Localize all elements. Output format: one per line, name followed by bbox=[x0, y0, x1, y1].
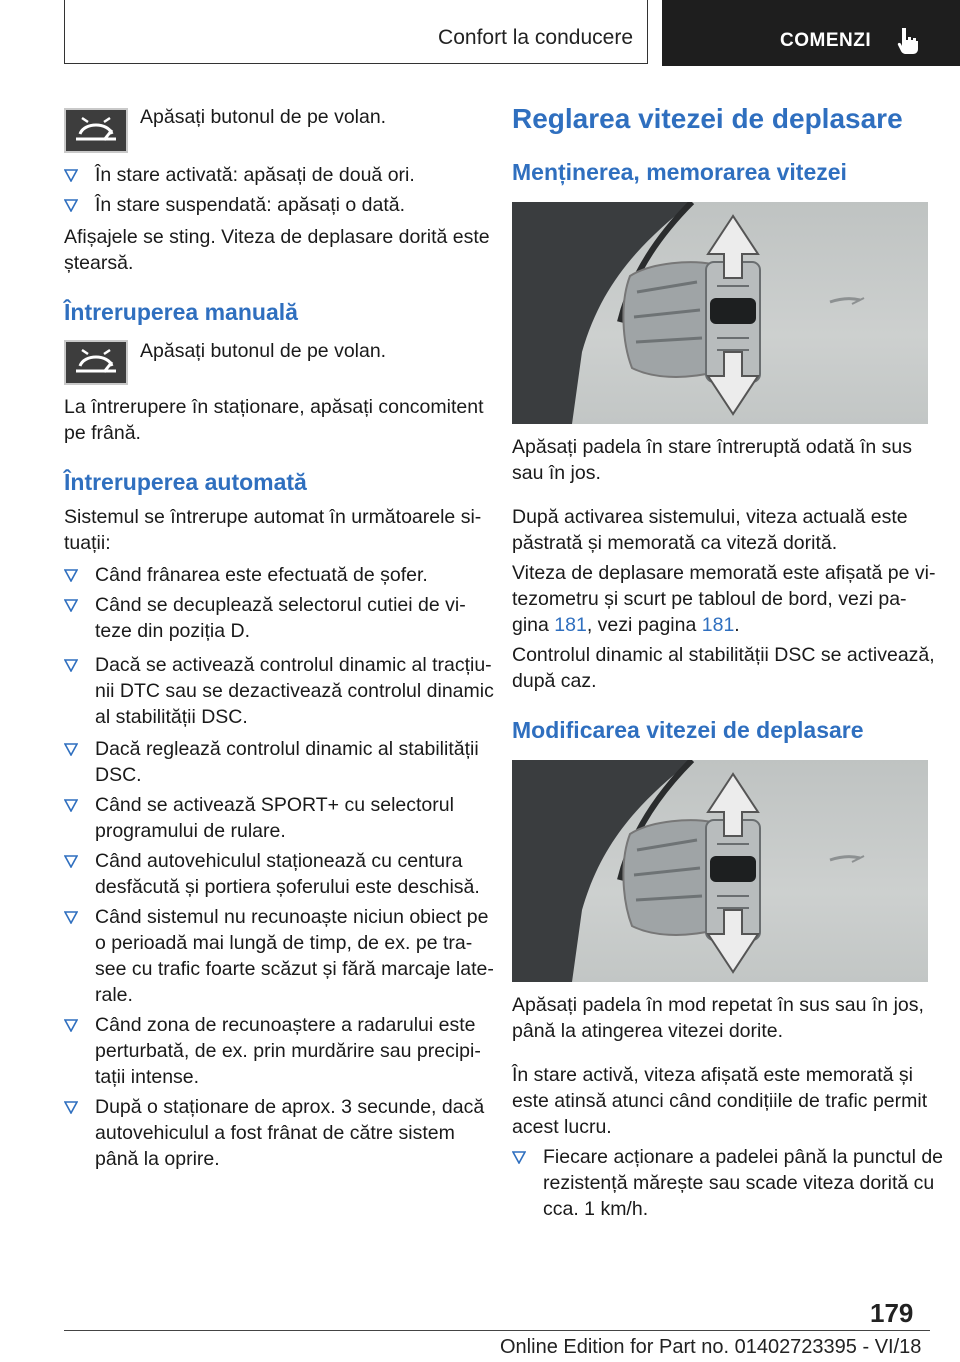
header-chapter-tab bbox=[662, 0, 960, 66]
steering-wheel-illustration bbox=[512, 760, 928, 982]
header-section-box bbox=[64, 0, 648, 64]
paragraph-line: până la atingerea vitezei dorite. bbox=[512, 1020, 784, 1042]
list-item-text: teze din poziția D. bbox=[95, 620, 251, 642]
list-item-text: al stabilității DSC. bbox=[95, 706, 248, 728]
paragraph-line: după caz. bbox=[512, 670, 597, 692]
list-item-text: o perioadă mai lungă de timp, de ex. pe tra- bbox=[95, 932, 473, 954]
list-item-text: tații intense. bbox=[95, 1066, 200, 1088]
paragraph-line: păstrată și memorată ca viteză dorită. bbox=[512, 532, 838, 554]
triangle-bullet-icon bbox=[64, 1019, 78, 1032]
section-heading-auto: Întreruperea automată bbox=[64, 469, 307, 495]
paragraph-line: acest lucru. bbox=[512, 1116, 612, 1138]
footer-divider bbox=[64, 1330, 930, 1331]
list-item-text: perturbată, de ex. prin murdărire sau precipi- bbox=[95, 1040, 481, 1062]
hand-pointer-icon bbox=[896, 26, 922, 54]
paragraph bbox=[512, 434, 930, 486]
paragraph bbox=[64, 224, 490, 276]
triangle-bullet-icon bbox=[64, 169, 78, 182]
triangle-bullet-icon bbox=[64, 1101, 78, 1114]
steering-wheel-rocker-figure bbox=[512, 202, 928, 424]
paragraph bbox=[64, 504, 482, 556]
list-item-text: autovehiculul a fost frânat de către sistem bbox=[95, 1122, 455, 1144]
list-item-text: cca. 1 km/h. bbox=[543, 1198, 649, 1220]
triangle-bullet-icon bbox=[64, 569, 78, 582]
text-run: gina bbox=[512, 614, 555, 636]
text-run: , vezi pagina bbox=[586, 614, 702, 636]
paragraph-line bbox=[512, 612, 930, 638]
triangle-bullet-icon bbox=[64, 199, 78, 212]
list-item-text: Când frânarea este efectuată de șofer. bbox=[95, 564, 428, 586]
triangle-bullet-icon bbox=[64, 599, 78, 612]
section-heading-keep-speed: Menținerea, memorarea vitezei bbox=[512, 159, 847, 185]
paragraph-line: sau în jos. bbox=[512, 462, 601, 484]
triangle-bullet-icon bbox=[64, 659, 78, 672]
triangle-bullet-icon bbox=[64, 799, 78, 812]
list-item-text: După o staționare de aprox. 3 secunde, dacă bbox=[95, 1096, 485, 1118]
list-item-text: Când autovehiculul staționează cu centura bbox=[95, 850, 463, 872]
paragraph bbox=[64, 394, 482, 446]
triangle-bullet-icon bbox=[64, 743, 78, 756]
paragraph-line: În stare activă, viteza afișată este memorată și bbox=[512, 1064, 914, 1086]
list-item-text: see cu trafic foarte scăzut și fără marcaje late- bbox=[95, 958, 494, 980]
steering-control-button-icon bbox=[64, 340, 128, 385]
section-heading-manual: Întreruperea manuală bbox=[64, 299, 298, 325]
paragraph bbox=[512, 560, 936, 638]
list-item-text: Când sistemul nu recunoaște niciun obiect pe bbox=[95, 906, 489, 928]
list-item-text: În stare activată: apăsați de două ori. bbox=[95, 164, 415, 186]
page-header bbox=[0, 0, 960, 68]
chapter-tab-label: COMENZI bbox=[780, 30, 872, 51]
triangle-bullet-icon bbox=[64, 911, 78, 924]
list-item-text: nii DTC sau se dezactivează controlul dinamic bbox=[95, 680, 494, 702]
page-heading: Reglarea vitezei de deplasare bbox=[512, 103, 903, 134]
paragraph-line: este atinsă atunci când condițiile de trafic permit bbox=[512, 1090, 928, 1112]
paragraph bbox=[512, 1062, 930, 1140]
paragraph-line: tezometru și scurt pe tabloul de bord, vezi pa- bbox=[512, 588, 907, 610]
list-item-text: rale. bbox=[95, 984, 133, 1006]
list-item-text: până la oprire. bbox=[95, 1148, 220, 1170]
list-item-text: Dacă se activează controlul dinamic al tracțiu- bbox=[95, 654, 492, 676]
list-item-text: Când se activează SPORT+ cu selectorul bbox=[95, 794, 454, 816]
steering-wheel-rocker-figure bbox=[512, 760, 928, 982]
page-number: 179 bbox=[870, 1298, 914, 1328]
press-button-instruction: Apăsați butonul de pe volan. bbox=[140, 106, 387, 128]
header-section-title: Confort la conducere bbox=[438, 26, 633, 49]
list-item-text: programului de rulare. bbox=[95, 820, 286, 842]
paragraph-line: Afișajele se sting. Viteza de deplasare dorită este bbox=[64, 226, 490, 248]
steering-wheel-illustration bbox=[512, 202, 928, 424]
triangle-bullet-icon bbox=[64, 855, 78, 868]
paragraph-line: Viteza de deplasare memorată este afișată pe vi- bbox=[512, 562, 936, 584]
triangle-bullet-icon bbox=[512, 1151, 526, 1164]
list-item-text: desfăcută și portiera șoferului este deschisă. bbox=[95, 876, 480, 898]
paragraph-line: Sistemul se întrerupe automat în următoarele si- bbox=[64, 506, 482, 528]
footer-edition-text: Online Edition for Part no. 01402723395 - VI/18 bbox=[500, 1336, 922, 1358]
paragraph-line: După activarea sistemului, viteza actuală este bbox=[512, 506, 908, 528]
steering-control-button-icon bbox=[64, 108, 128, 153]
list-item-text: Dacă reglează controlul dinamic al stabilității bbox=[95, 738, 479, 760]
paragraph-line: pe frână. bbox=[64, 422, 141, 444]
paragraph-line: Apăsați padela în mod repetat în sus sau în jos, bbox=[512, 994, 924, 1016]
list-item-text: Când zona de recunoaștere a radarului este bbox=[95, 1014, 476, 1036]
paragraph bbox=[512, 992, 930, 1044]
paragraph-line: Apăsați padela în stare întreruptă odată în sus bbox=[512, 436, 913, 458]
page-ref-link[interactable]: 181 bbox=[554, 614, 587, 636]
paragraph-line: La întrerupere în staționare, apăsați concomitent bbox=[64, 396, 484, 418]
section-heading-change-speed: Modificarea vitezei de deplasare bbox=[512, 717, 864, 743]
list-item-text: Fiecare acționare a padelei până la punctul de bbox=[543, 1146, 944, 1168]
page-ref-link[interactable]: 181 bbox=[701, 614, 735, 636]
paragraph-line: tuații: bbox=[64, 532, 111, 554]
paragraph-line: ștearsă. bbox=[64, 252, 134, 274]
list-item-text: rezistență mărește sau scade viteza dorită cu bbox=[543, 1172, 935, 1194]
list-item-text: DSC. bbox=[95, 764, 142, 786]
paragraph bbox=[512, 504, 930, 556]
list-item-text: În stare suspendată: apăsați o dată. bbox=[95, 194, 406, 216]
press-button-instruction: Apăsați butonul de pe volan. bbox=[140, 340, 387, 362]
list-item-text: Când se decuplează selectorul cutiei de vi- bbox=[95, 594, 466, 616]
paragraph-line: Controlul dinamic al stabilității DSC se activează, bbox=[512, 644, 935, 666]
paragraph bbox=[512, 642, 935, 694]
text-run: . bbox=[734, 614, 740, 636]
